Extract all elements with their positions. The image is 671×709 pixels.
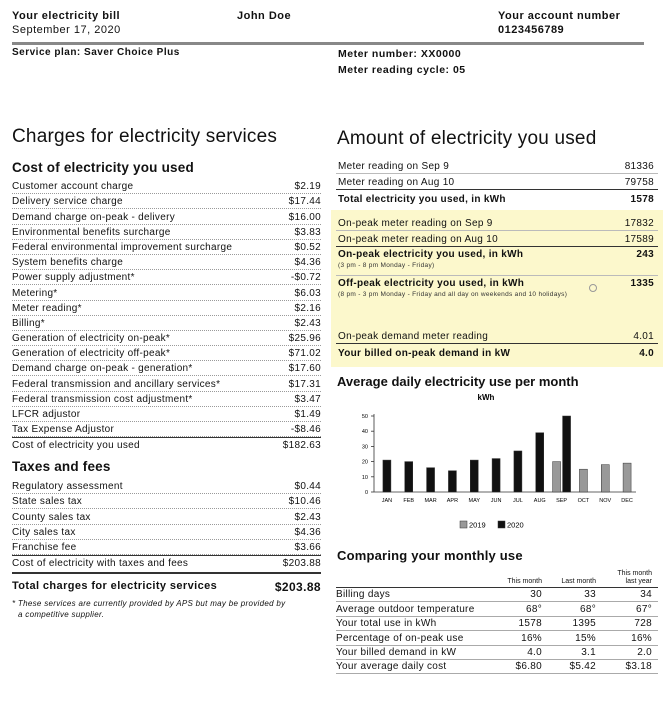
charge-row: [12, 316, 321, 331]
x-tick-label: MAR: [424, 498, 437, 504]
tax-row-label: State sales tax: [12, 496, 83, 508]
onpeak-meter-row: [336, 215, 658, 231]
offpeak-used-label: Off-peak electricity you used, in kWh: [338, 278, 525, 289]
demand-reading-value: 4.01: [633, 331, 654, 342]
meter-row-label: Meter reading on Aug 10: [338, 177, 455, 188]
service-plan: Service plan: Saver Choice Plus: [12, 47, 180, 58]
charge-row-label: Federal transmission cost adjustment*: [12, 393, 193, 405]
charge-row-label: Customer account charge: [12, 181, 134, 193]
charge-row-label: Billing*: [12, 317, 45, 329]
charge-row: [12, 331, 321, 346]
tax-row: [12, 525, 321, 540]
taxes-total-amount: $203.88: [282, 558, 321, 570]
comparison-cell-lastyear: $3.18: [625, 661, 652, 673]
col-last-year-1: This month: [617, 570, 652, 577]
bar-2019: [579, 469, 587, 492]
grand-total-row: [12, 580, 321, 594]
x-tick-label: DEC: [621, 498, 633, 504]
comparison-cell-this: $6.80: [515, 661, 542, 673]
comparison-cell-label: Average outdoor temperature: [336, 603, 475, 615]
tax-row: [12, 494, 321, 509]
charge-row-amount: $6.03: [294, 287, 321, 299]
cost-total-label: Cost of electricity you used: [12, 440, 140, 452]
bar-2020: [448, 471, 456, 492]
charge-row-label: Demand charge on-peak - generation*: [12, 363, 193, 375]
bar-2020: [383, 460, 391, 492]
offpeak-used-label-group: [338, 278, 567, 298]
offpeak-used-note: (8 pm - 3 pm Monday - Friday and all day on weekends and 10 holidays): [338, 291, 568, 298]
comparison-row: [336, 631, 658, 645]
bar-2020: [405, 462, 413, 492]
comparison-table: [336, 568, 658, 674]
cost-heading: Cost of electricity you used: [12, 160, 194, 175]
charge-row-amount: $2.19: [294, 181, 321, 193]
charge-row: [12, 255, 321, 270]
onpeak-row-label: On-peak meter reading on Sep 9: [338, 218, 493, 229]
bar-2020: [514, 451, 522, 492]
x-tick-label: JUL: [513, 498, 523, 504]
comparison-row: [336, 617, 658, 631]
cost-total-row: [12, 437, 321, 452]
billed-demand-row: [336, 344, 658, 360]
footnote: [12, 598, 285, 620]
legend-label: 2019: [469, 520, 486, 530]
bar-2020: [427, 468, 435, 492]
onpeak-used-value: 243: [636, 249, 654, 260]
tax-row-amount: $4.36: [294, 526, 321, 538]
charge-row: [12, 361, 321, 376]
comparison-cell-lastyear: 728: [634, 618, 652, 630]
col-last-year: [598, 570, 654, 586]
charge-row: [12, 376, 321, 391]
tax-row: [12, 509, 321, 524]
bill-title-block: [12, 9, 121, 37]
charge-row-label: Environmental benefits surcharge: [12, 226, 171, 238]
comparison-cell-last: 33: [584, 589, 596, 601]
customer-name: John Doe: [237, 10, 292, 22]
taxes-total-label: Cost of electricity with taxes and fees: [12, 558, 189, 570]
charge-row-amount: $25.96: [288, 333, 321, 345]
billed-demand-label: Your billed on-peak demand in kW: [338, 348, 511, 359]
charge-row-label: System benefits charge: [12, 257, 124, 269]
spacer: [336, 306, 658, 328]
tax-row-amount: $10.46: [288, 496, 321, 508]
tax-row-label: County sales tax: [12, 511, 91, 523]
comparison-cell-label: Billing days: [336, 589, 391, 601]
charge-row-amount: $2.43: [294, 317, 321, 329]
x-tick-label: AUG: [533, 498, 546, 504]
charge-row: [12, 225, 321, 240]
account-label: Your account number: [498, 10, 621, 22]
tax-row-label: Franchise fee: [12, 541, 77, 553]
footnote-line-1: * These services are currently provided by APS but may be provided by: [12, 599, 286, 608]
cost-table: [12, 179, 321, 452]
charge-row: [12, 301, 321, 316]
x-tick-label: JAN: [381, 498, 393, 504]
comparison-cell-lastyear: 34: [640, 589, 652, 601]
charge-row-label: Federal transmission and ancillary services*: [12, 378, 221, 390]
y-tick-label: 40: [361, 429, 368, 436]
col-last-month: Last month: [561, 578, 596, 585]
col-this-month: This month: [507, 578, 542, 585]
charge-row-amount: $4.36: [294, 257, 321, 269]
charge-row: [12, 285, 321, 300]
taxes-heading: Taxes and fees: [12, 459, 111, 474]
onpeak-meter-row: [336, 231, 658, 247]
y-tick-label: 0: [364, 490, 368, 496]
bar-2020: [470, 460, 478, 492]
demand-reading-row: [336, 328, 658, 344]
comparison-cell-this: 68°: [525, 603, 542, 615]
usage-chart: [336, 390, 658, 536]
bill-date: September 17, 2020: [12, 24, 121, 36]
tax-row-amount: $3.66: [294, 541, 321, 553]
charge-row-label: Delivery service charge: [12, 196, 123, 208]
comparison-cell-this: 16%: [521, 632, 542, 644]
bar-2020: [536, 433, 544, 492]
grand-total-amount: $203.88: [274, 580, 321, 594]
charge-row: [12, 194, 321, 209]
circle-icon: [589, 284, 597, 292]
demand-reading-label: On-peak demand meter reading: [338, 331, 489, 342]
x-tick-label: SEP: [556, 498, 568, 504]
onpeak-used-label: On-peak electricity you used, in kWh: [338, 249, 524, 260]
x-tick-label: NOV: [599, 498, 612, 504]
comparison-cell-last: 1395: [572, 618, 596, 630]
chart-ylabel: kWh: [477, 393, 495, 402]
chart-bars: [383, 416, 631, 492]
onpeak-row-label: On-peak meter reading on Aug 10: [338, 234, 498, 245]
legend-swatch: [460, 521, 467, 528]
total-usage-label: Total electricity you used, in kWh: [338, 194, 506, 205]
offpeak-used-value: 1335: [630, 278, 654, 289]
charge-row: [12, 270, 321, 285]
comparison-cell-label: Your billed demand in kW: [336, 646, 457, 658]
total-usage-row: [336, 190, 658, 206]
onpeak-row-value: 17832: [624, 218, 654, 229]
header-divider: [12, 42, 644, 45]
charge-row-amount: $1.49: [294, 409, 321, 420]
x-tick-label: APR: [446, 498, 459, 504]
comparison-cell-this: 1578: [518, 618, 542, 630]
comparison-cell-last: 68°: [579, 603, 596, 615]
charge-row-amount: -$8.46: [290, 424, 321, 436]
bar-2020: [492, 459, 500, 492]
grand-total-divider: [12, 572, 321, 574]
billed-demand-value: 4.0: [639, 348, 654, 359]
bar-2019: [623, 463, 631, 492]
chart-legend: [460, 521, 524, 530]
cost-total-amount: $182.63: [282, 440, 321, 452]
tax-row: [12, 479, 321, 494]
charge-row-amount: $16.00: [288, 211, 321, 223]
comparison-title: Comparing your monthly use: [337, 548, 523, 563]
charge-row-amount: $17.44: [288, 196, 321, 208]
charge-row-amount: $3.47: [294, 393, 321, 405]
y-tick-label: 20: [361, 459, 368, 466]
y-tick-label: 50: [361, 414, 368, 420]
charge-row-amount: $17.60: [288, 363, 321, 375]
charge-row-amount: $71.02: [288, 348, 321, 360]
grand-total-label: Total charges for electricity services: [12, 580, 218, 592]
bill-title: Your electricity bill: [12, 10, 121, 22]
x-tick-label: JUN: [490, 498, 502, 504]
bar-2019: [601, 465, 609, 492]
tax-row-label: Regulatory assessment: [12, 481, 123, 493]
tax-row-amount: $0.44: [294, 481, 321, 493]
onpeak-used-label-group: [338, 249, 523, 269]
y-tick-label: 10: [361, 474, 368, 481]
taxes-total-row: [12, 555, 321, 570]
onpeak-row-value: 17589: [624, 234, 654, 245]
charge-row-label: Demand charge on-peak - delivery: [12, 211, 176, 223]
comparison-row: [336, 588, 658, 602]
offpeak-used-row: [336, 276, 658, 306]
meter-table: [336, 158, 658, 206]
comparison-cell-label: Your average daily cost: [336, 661, 447, 673]
meter-row-value: 81336: [624, 161, 654, 172]
meter-row-value: 79758: [624, 177, 654, 188]
tax-row-label: City sales tax: [12, 526, 76, 538]
charge-row-amount: $2.16: [294, 302, 321, 314]
account-number: 0123456789: [498, 24, 565, 36]
comparison-cell-lastyear: 2.0: [637, 646, 652, 658]
charge-row-amount: $17.31: [288, 378, 321, 390]
charge-row: [12, 407, 321, 422]
reading-cycle: Meter reading cycle: 05: [338, 64, 466, 76]
comparison-row: [336, 660, 658, 674]
charge-row: [12, 422, 321, 437]
x-tick-label: FEB: [403, 498, 415, 504]
meter-row: [336, 158, 658, 174]
charge-row: [12, 179, 321, 194]
comparison-cell-last: 3.1: [581, 646, 596, 658]
account-block: [498, 9, 620, 37]
col-last-year-2: last year: [625, 578, 652, 585]
comparison-cell-label: Your total use in kWh: [336, 618, 437, 630]
peak-table: [336, 215, 658, 360]
tax-row-amount: $2.43: [294, 511, 321, 523]
charge-row-amount: $3.83: [294, 226, 321, 238]
onpeak-used-row: [336, 247, 658, 276]
charge-row-amount: $0.52: [294, 241, 321, 253]
charge-row-label: Power supply adjustment*: [12, 272, 135, 284]
comparison-row: [336, 602, 658, 616]
charge-row: [12, 392, 321, 407]
charge-row-label: Tax Expense Adjustor: [12, 424, 115, 436]
charge-row: [12, 346, 321, 361]
tax-row: [12, 540, 321, 555]
comparison-cell-lastyear: 67°: [635, 603, 652, 615]
comparison-cell-this: 4.0: [527, 646, 542, 658]
bar-2019: [553, 462, 561, 492]
charge-row-label: Meter reading*: [12, 302, 82, 314]
comparison-cell-this: 30: [530, 589, 542, 601]
meter-row-label: Meter reading on Sep 9: [338, 161, 450, 172]
charge-row-label: Generation of electricity off-peak*: [12, 348, 171, 360]
onpeak-used-note: (3 pm - 8 pm Monday - Friday): [338, 262, 435, 269]
y-tick-label: 30: [361, 444, 368, 451]
charge-row-amount: -$0.72: [290, 272, 321, 284]
charge-row-label: Generation of electricity on-peak*: [12, 333, 171, 345]
charges-title: Charges for electricity services: [12, 126, 278, 147]
x-tick-label: OCT: [577, 498, 590, 504]
legend-swatch: [498, 521, 505, 528]
comparison-cell-last: 15%: [575, 632, 596, 644]
footnote-line-2: a competitive supplier.: [18, 610, 105, 619]
charge-row: [12, 240, 321, 255]
comparison-row: [336, 646, 658, 660]
charge-row-label: LFCR adjustor: [12, 409, 81, 420]
charge-row-label: Metering*: [12, 287, 58, 299]
comparison-cell-last: $5.42: [569, 661, 596, 673]
comparison-cell-lastyear: 16%: [631, 632, 652, 644]
legend-label: 2020: [507, 520, 524, 530]
bar-2020: [563, 416, 571, 492]
meter-row: [336, 174, 658, 190]
comparison-header: [336, 568, 658, 588]
comparison-cell-label: Percentage of on-peak use: [336, 632, 464, 644]
chart-title: Average daily electricity use per month: [337, 374, 579, 389]
charge-row-label: Federal environmental improvement surcharge: [12, 241, 233, 253]
total-usage-value: 1578: [630, 194, 654, 205]
meter-number: Meter number: XX0000: [338, 48, 462, 60]
charge-row: [12, 209, 321, 224]
x-tick-label: MAY: [468, 498, 481, 504]
usage-title: Amount of electricity you used: [337, 128, 597, 149]
taxes-table: [12, 479, 321, 570]
